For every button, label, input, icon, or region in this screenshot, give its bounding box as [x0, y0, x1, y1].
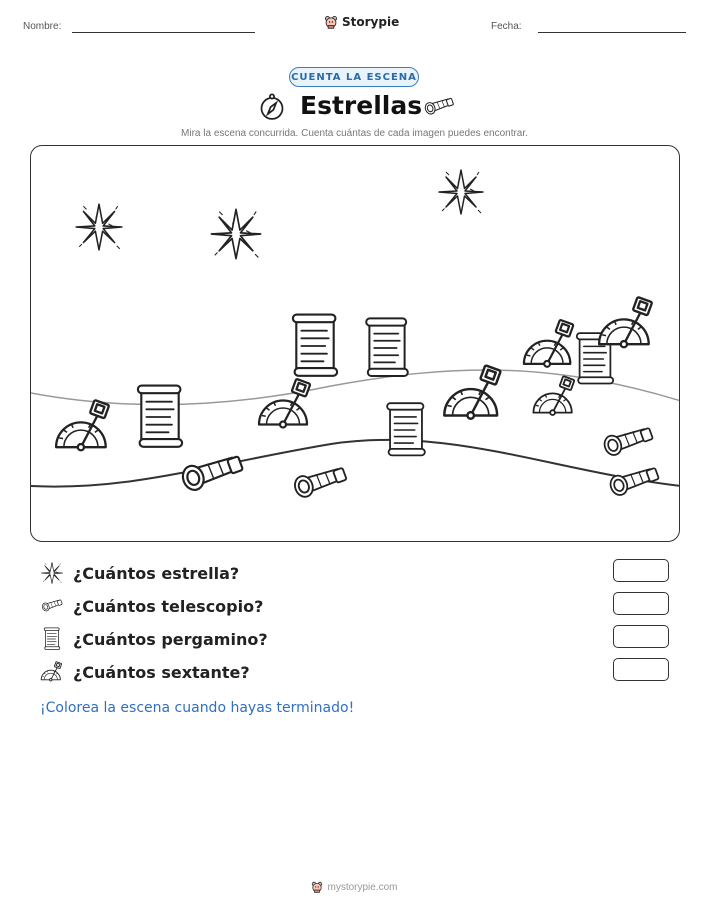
question-text: ¿Cuántos sextante?	[73, 662, 250, 682]
star-icon	[439, 170, 483, 214]
scroll-icon	[293, 315, 337, 376]
question-row-telescope	[40, 593, 263, 619]
scroll-icon	[40, 627, 64, 651]
instructions: Mira la escena concurrida. Cuenta cuántas de cada imagen puedes encontrar.	[181, 128, 528, 139]
sextant-icon	[599, 297, 652, 347]
telescope-icon	[180, 456, 243, 493]
answer-box-star[interactable]	[613, 559, 669, 582]
question-text: ¿Cuántos estrella?	[73, 563, 240, 583]
answer-box-telescope[interactable]	[613, 592, 669, 615]
footer-url: mystorypie.com	[327, 881, 398, 893]
brand-name: Storypie	[342, 15, 400, 29]
question-text: ¿Cuántos telescopio?	[73, 596, 264, 616]
star-icon	[76, 204, 122, 250]
color-prompt: ¡Colorea la escena cuando hayas terminado!	[40, 700, 355, 716]
bear-icon	[311, 880, 323, 894]
scroll-icon	[366, 318, 408, 376]
scroll-icon	[138, 386, 182, 447]
star-icon	[211, 209, 260, 258]
date-label: Fecha:	[491, 21, 522, 32]
brand-logo	[324, 14, 399, 30]
telescope-icon	[602, 428, 653, 458]
star-icon	[40, 561, 64, 585]
activity-badge: CUENTA LA ESCENA	[289, 67, 419, 87]
page-title: Estrellas	[300, 91, 423, 120]
question-row-sextant	[40, 659, 250, 685]
date-line[interactable]	[538, 32, 686, 33]
bear-icon	[324, 14, 338, 30]
answer-box-scroll[interactable]	[613, 625, 669, 648]
sextant-icon	[40, 660, 64, 684]
telescope-icon	[292, 468, 347, 500]
scroll-icon	[387, 403, 425, 455]
scene-illustration	[31, 146, 680, 542]
footer	[0, 880, 709, 894]
count-scene	[30, 145, 680, 542]
question-row-scroll	[40, 626, 268, 652]
compass-icon	[258, 93, 286, 121]
sextant-icon	[524, 320, 574, 367]
answer-box-sextant[interactable]	[613, 658, 669, 681]
name-label: Nombre:	[23, 21, 62, 32]
sextant-icon	[259, 379, 310, 428]
sextant-icon	[56, 400, 109, 450]
sextant-icon	[444, 365, 500, 419]
telescope-icon	[40, 594, 64, 618]
question-row-star	[40, 560, 239, 586]
question-text: ¿Cuántos pergamino?	[73, 629, 268, 649]
sextant-icon	[533, 376, 574, 415]
name-line[interactable]	[72, 32, 255, 33]
telescope-icon	[422, 96, 456, 118]
